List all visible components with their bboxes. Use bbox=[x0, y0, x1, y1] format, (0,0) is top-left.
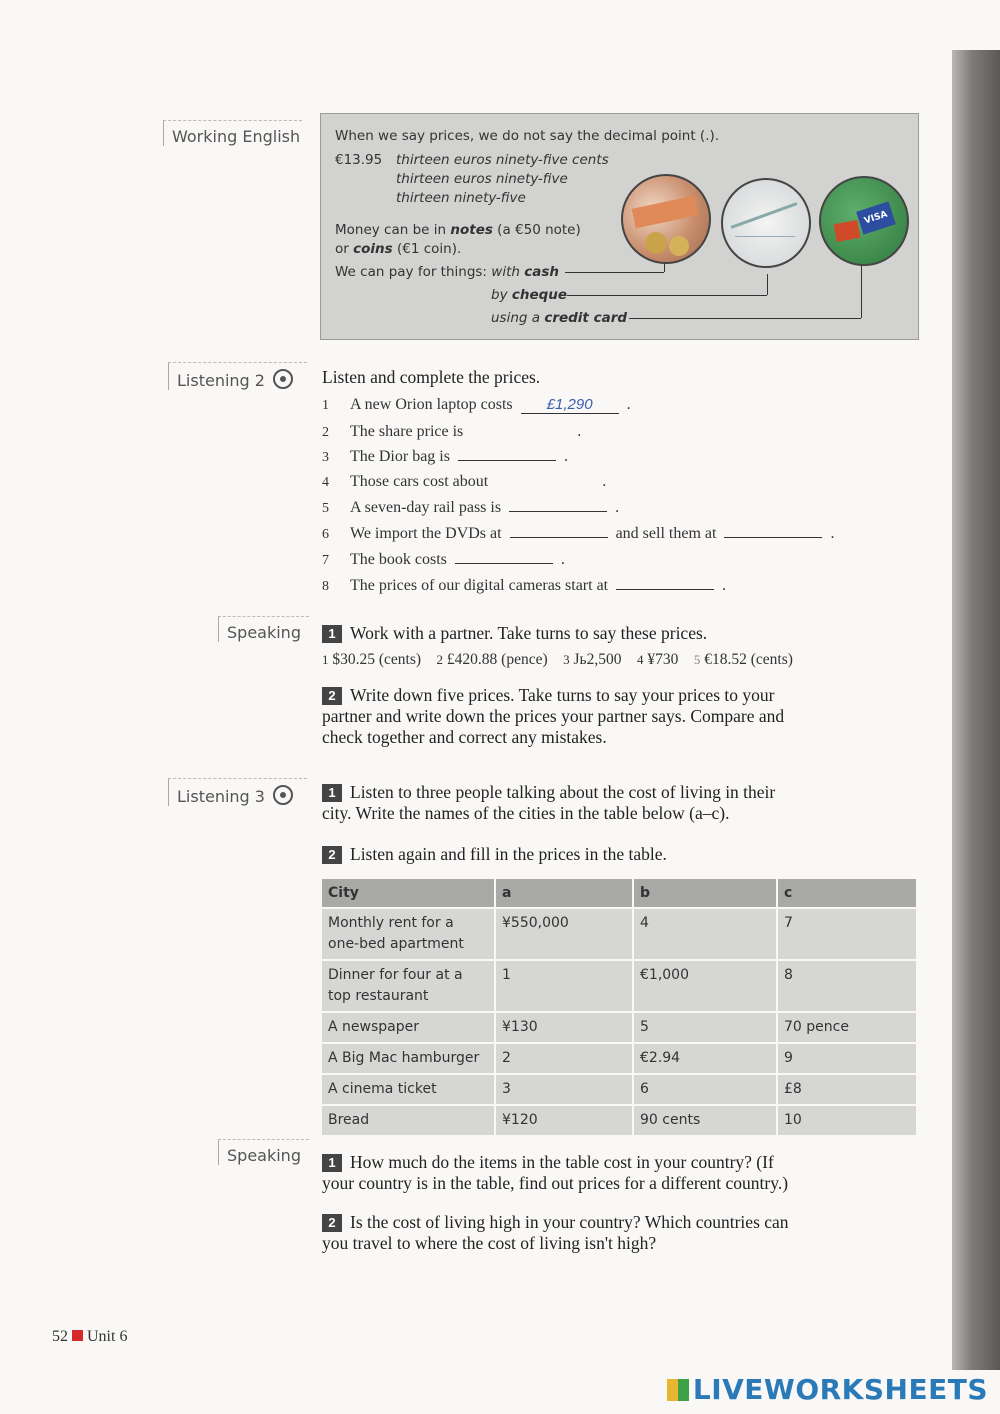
section-label-speaking-2 bbox=[218, 1139, 309, 1165]
row-label: Bread bbox=[322, 1106, 494, 1135]
price-reading-3: thirteen ninety-five bbox=[396, 190, 526, 206]
listening-3-task-2: 2 Listen again and fill in the prices in the table. bbox=[322, 844, 667, 865]
table-cell: 70 pence bbox=[778, 1013, 916, 1042]
column-header: a bbox=[496, 879, 632, 907]
cheque-connector-up bbox=[767, 274, 768, 295]
money-coins-line: or coins (€1 coin). bbox=[335, 241, 462, 257]
table-cell: ¥550,000 bbox=[496, 909, 632, 959]
listening-3-task-1: 1 Listen to three people talking about the cost of living in their city. Write the names of the cities in the table below (a–c). bbox=[322, 782, 776, 823]
speaking-1-task-1: 1 Work with a partner. Take turns to say these prices. bbox=[322, 623, 707, 644]
answer-field-1[interactable]: £1,290 bbox=[521, 396, 619, 414]
answer-field-4[interactable] bbox=[496, 472, 594, 486]
coin-shape-2 bbox=[669, 236, 689, 256]
task-number-badge: 1 bbox=[322, 1154, 342, 1172]
audio-cd-icon[interactable] bbox=[273, 369, 293, 389]
column-header: City bbox=[322, 879, 494, 907]
table-header-row bbox=[322, 879, 916, 907]
coin-shape bbox=[645, 232, 667, 254]
card-connector bbox=[629, 318, 861, 319]
visa-card: VISA bbox=[856, 201, 896, 234]
audio-cd-icon[interactable] bbox=[273, 785, 293, 805]
row-label: Monthly rent for a one-bed apartment bbox=[322, 909, 494, 959]
table-cell-input[interactable]: 5 bbox=[634, 1013, 776, 1042]
row-label: A newspaper bbox=[322, 1013, 494, 1042]
question-2: 2 The share price is . bbox=[322, 423, 582, 440]
task-number-badge: 1 bbox=[322, 784, 342, 802]
working-english-box bbox=[320, 113, 919, 340]
example-price: €13.95 bbox=[335, 152, 383, 168]
table-cell-input[interactable]: 2 bbox=[496, 1044, 632, 1073]
label-text: Working English bbox=[172, 127, 301, 146]
table-cell: €1,000 bbox=[634, 961, 776, 1011]
answer-field-8[interactable] bbox=[616, 576, 714, 590]
label-text: Speaking bbox=[227, 623, 301, 642]
liveworksheets-icon bbox=[667, 1379, 689, 1401]
answer-field-2[interactable] bbox=[471, 422, 569, 436]
unit-label: Unit 6 bbox=[87, 1328, 128, 1345]
column-header: b bbox=[634, 879, 776, 907]
table-cell-input[interactable]: 4 bbox=[634, 909, 776, 959]
question-4: 4 Those cars cost about . bbox=[322, 473, 607, 490]
row-label: A cinema ticket bbox=[322, 1075, 494, 1104]
table-row bbox=[322, 1013, 916, 1042]
answer-field-3[interactable] bbox=[458, 447, 556, 461]
price-item-5: 5 €18.52 (cents) bbox=[693, 651, 793, 668]
pay-cash-line: We can pay for things: with cash bbox=[335, 264, 559, 280]
answer-field-7[interactable] bbox=[455, 550, 553, 564]
table-row bbox=[322, 1106, 916, 1135]
card-connector-up bbox=[861, 262, 862, 318]
question-5: 5 A seven-day rail pass is . bbox=[322, 499, 620, 516]
label-text: Speaking bbox=[227, 1146, 301, 1165]
answer-field-6b[interactable] bbox=[724, 524, 822, 538]
task-number-badge: 2 bbox=[322, 846, 342, 864]
task-number-badge: 2 bbox=[322, 687, 342, 705]
banknote-shape bbox=[632, 196, 699, 229]
liveworksheets-logo[interactable]: LIVEWORKSHEETS bbox=[667, 1373, 988, 1406]
question-8: 8 The prices of our digital cameras start at . bbox=[322, 577, 727, 594]
question-6: 6 We import the DVDs at and sell them at . bbox=[322, 525, 835, 542]
section-label-working-english bbox=[163, 120, 302, 146]
table-row bbox=[322, 1044, 916, 1073]
section-label-listening-2 bbox=[168, 362, 307, 390]
table-cell-input[interactable]: 9 bbox=[778, 1044, 916, 1073]
book-spine-shadow bbox=[952, 50, 1000, 1370]
task-number-badge: 2 bbox=[322, 1214, 342, 1232]
table-cell-input[interactable]: 8 bbox=[778, 961, 916, 1011]
section-label-speaking-1 bbox=[218, 616, 309, 642]
pay-cheque-line: by cheque bbox=[491, 287, 568, 303]
price-item-1: 1 $30.25 (cents) bbox=[322, 651, 422, 668]
price-item-2: 2 £420.88 (pence) bbox=[436, 651, 548, 668]
speaking-1-task-2: 2 Write down five prices. Take turns to say your prices to your partner and write down the prices your partner says. Compare and check together and correct any mistakes. bbox=[322, 685, 785, 747]
section-label-listening-3 bbox=[168, 778, 307, 806]
listening-2-heading: Listen and complete the prices. bbox=[322, 367, 541, 387]
table-cell-input[interactable]: 6 bbox=[634, 1075, 776, 1104]
table-row bbox=[322, 909, 916, 959]
cheque-line bbox=[735, 236, 795, 237]
page-footer bbox=[52, 1328, 127, 1346]
table-cell-input[interactable]: 3 bbox=[496, 1075, 632, 1104]
price-reading-1: thirteen euros ninety-five cents bbox=[396, 152, 609, 168]
question-3: 3 The Dior bag is . bbox=[322, 448, 568, 465]
cheque-connector bbox=[567, 295, 767, 296]
table-cell-input[interactable]: 10 bbox=[778, 1106, 916, 1135]
question-7: 7 The book costs . bbox=[322, 551, 565, 568]
table-cell-input[interactable]: 7 bbox=[778, 909, 916, 959]
answer-field-6a[interactable] bbox=[510, 524, 608, 538]
cash-connector bbox=[565, 272, 664, 273]
table-cell: ¥120 bbox=[496, 1106, 632, 1135]
money-notes-line: Money can be in notes (a €50 note) bbox=[335, 222, 581, 238]
speaking-2-task-1: 1 How much do the items in the table cost in your country? (If your country is in the table, find out prices for a different country.) bbox=[322, 1152, 789, 1193]
table-cell: ¥130 bbox=[496, 1013, 632, 1042]
cost-of-living-table bbox=[320, 877, 918, 1137]
table-cell-input[interactable]: 1 bbox=[496, 961, 632, 1011]
page-number: 52 bbox=[52, 1328, 68, 1345]
price-item-3: 3 Jь2,500 bbox=[563, 651, 622, 668]
answer-field-5[interactable] bbox=[509, 498, 607, 512]
question-1: 1 A new Orion laptop costs £1,290 . bbox=[322, 396, 631, 413]
pay-card-line: using a credit card bbox=[491, 310, 628, 326]
label-text: Listening 3 bbox=[177, 787, 265, 806]
cash-photo-icon bbox=[621, 174, 711, 264]
decimal-point-rule: When we say prices, we do not say the decimal point (.). bbox=[335, 128, 720, 144]
mastercard-shape bbox=[834, 220, 861, 242]
table-row bbox=[322, 1075, 916, 1104]
column-header: c bbox=[778, 879, 916, 907]
prices-to-say bbox=[322, 651, 793, 669]
label-text: Listening 2 bbox=[177, 371, 265, 390]
row-label: A Big Mac hamburger bbox=[322, 1044, 494, 1073]
red-square-icon bbox=[72, 1330, 83, 1341]
price-reading-2: thirteen euros ninety-five bbox=[396, 171, 568, 187]
speaking-2-task-2: 2 Is the cost of living high in your country? Which countries can you travel to where the cost of living isn't high? bbox=[322, 1212, 789, 1253]
row-label: Dinner for four at a top restaurant bbox=[322, 961, 494, 1011]
task-number-badge: 1 bbox=[322, 625, 342, 643]
credit-card-photo-icon bbox=[819, 176, 909, 266]
table-cell: 90 cents bbox=[634, 1106, 776, 1135]
pen-shape bbox=[731, 202, 798, 229]
cheque-photo-icon bbox=[721, 178, 811, 268]
table-cell: €2.94 bbox=[634, 1044, 776, 1073]
table-cell: £8 bbox=[778, 1075, 916, 1104]
price-item-4: 4 ¥730 bbox=[637, 651, 679, 668]
table-row bbox=[322, 961, 916, 1011]
